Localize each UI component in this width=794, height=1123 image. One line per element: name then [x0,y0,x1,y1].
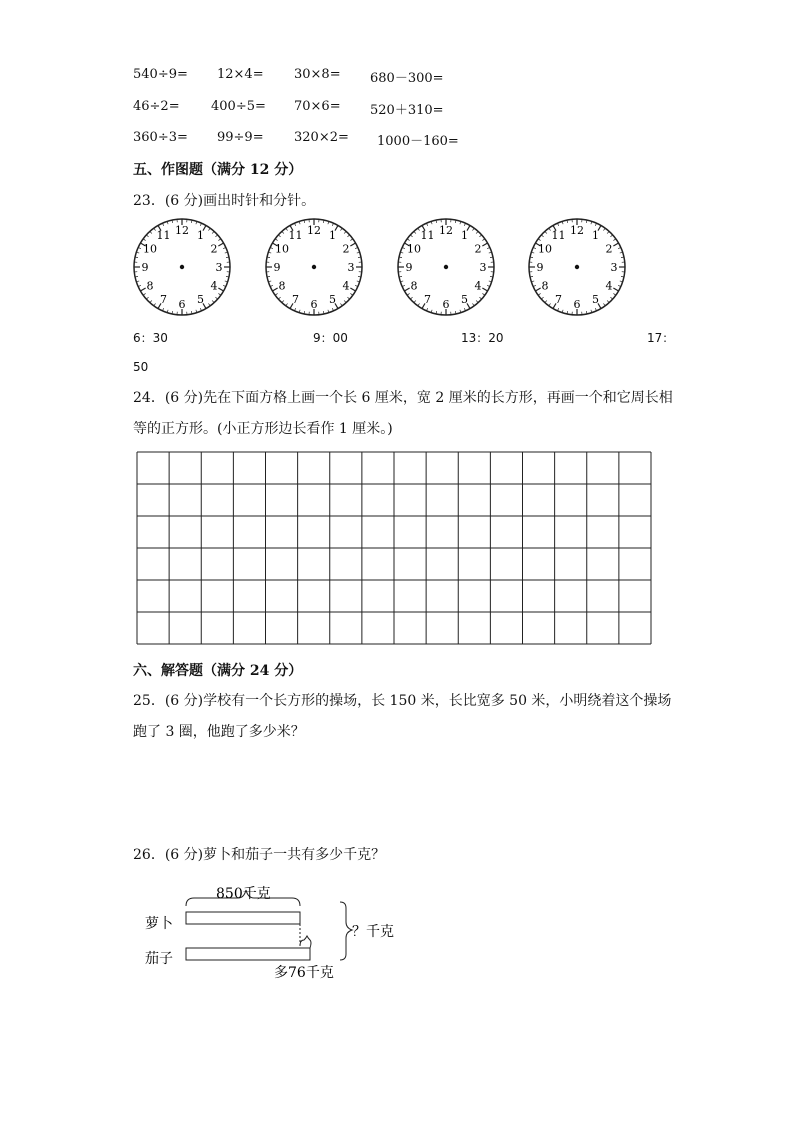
clock-number: 3 [610,261,618,274]
question-26-text: 26．(6 分)萝卜和茄子一共有多少千克？ [133,847,386,863]
clock-number: 2 [474,242,482,256]
clock-number: 12 [307,224,321,237]
eggplant-bar [186,948,310,960]
clock-face-3[interactable] [398,219,494,315]
calc-1-4: 680－300= [370,71,444,86]
clock-number: 8 [541,279,549,293]
clock-number: 11 [156,228,171,242]
clock-number: 10 [406,242,421,256]
clock-number: 2 [210,242,218,256]
calc-3-4: 1000－160= [377,134,459,149]
calc-2-1: 46÷2= [133,99,180,114]
clock-number: 9 [141,261,149,274]
clock-number: 4 [342,279,350,293]
clock-number: 3 [479,261,487,274]
clock-number: 1 [329,228,336,242]
clock-number: 10 [274,242,289,256]
clock-number: 9 [536,261,544,274]
clock-number: 12 [570,224,584,237]
clock-number: 12 [175,224,189,237]
clock-number: 8 [146,279,154,293]
clock-number: 5 [197,293,204,307]
time-4-continued: 50 [133,360,149,374]
clock-number: 4 [474,279,482,293]
clock-number: 6 [573,298,581,311]
clock-number: 2 [342,242,350,256]
clock-number: 7 [160,293,167,307]
clock-face-1[interactable] [134,219,230,315]
calc-3-1: 360÷3= [133,130,188,145]
clock-number: 9 [273,261,281,274]
calc-2-4: 520＋310= [370,103,444,118]
clock-number: 9 [405,261,413,274]
clock-number: 7 [424,293,431,307]
calc-3-3: 320×2= [294,130,349,145]
calc-2-3: 70×6= [294,99,341,114]
clock-number: 11 [551,228,566,242]
clock-number: 10 [537,242,552,256]
clock-number: 6 [178,298,186,311]
clock-number: 1 [592,228,599,242]
question-25-line-1: 25．(6 分)学校有一个长方形的操场，长 150 米，长比宽多 50 米，小明绕着这个操场 [133,693,672,709]
extra-label: 多76千克 [274,965,334,981]
clock-faces [0,0,794,330]
calc-2-2: 400÷5= [211,99,266,114]
calc-1-3: 30×8= [294,67,341,82]
clock-number: 4 [210,279,218,293]
question-23-text: 23．(6 分)画出时针和分针。 [133,193,316,209]
question-25-line-2: 跑了 3 圈，他跑了多少米？ [133,724,305,740]
clock-number: 8 [278,279,286,293]
clock-center-dot [575,265,579,269]
time-3: 13：20 [461,331,504,345]
calc-3-2: 99÷9= [217,130,264,145]
clock-center-dot [444,265,448,269]
clock-face-4[interactable] [529,219,625,315]
drawing-grid[interactable] [136,451,652,645]
radish-label: 萝卜 [145,916,173,932]
time-4: 17： [647,331,675,345]
clock-number: 1 [461,228,468,242]
extra-brace [300,936,311,948]
radish-bar [186,912,300,924]
clock-number: 11 [420,228,435,242]
time-1: 6：30 [133,331,168,345]
clock-number: 4 [605,279,613,293]
clock-number: 5 [592,293,599,307]
top-label: 850千克 [216,886,271,902]
clock-number: 2 [605,242,613,256]
clock-number: 12 [439,224,453,237]
clock-number: 10 [142,242,157,256]
clock-number: 7 [555,293,562,307]
clock-number: 8 [410,279,418,293]
clock-number: 1 [197,228,204,242]
total-brace [340,902,352,960]
eggplant-label: 茄子 [145,951,173,967]
clock-center-dot [312,265,316,269]
clock-number: 5 [329,293,336,307]
section-5-title: 五、作图题（满分 12 分） [133,162,303,178]
clock-number: 6 [310,298,318,311]
question-24-line-2: 等的正方形。(小正方形边长看作 1 厘米。) [133,421,393,437]
calc-1-2: 12×4= [217,67,264,82]
clock-number: 3 [215,261,223,274]
clock-center-dot [180,265,184,269]
calc-1-1: 540÷9= [133,67,188,82]
clock-number: 6 [442,298,450,311]
section-6-title: 六、解答题（满分 24 分） [133,663,303,679]
clock-number: 7 [292,293,299,307]
clock-number: 11 [288,228,303,242]
total-label: ？千克 [352,924,394,940]
clock-face-2[interactable] [266,219,362,315]
bar-diagram [130,876,420,988]
clock-number: 3 [347,261,355,274]
question-24-line-1: 24．(6 分)先在下面方格上画一个长 6 厘米，宽 2 厘米的长方形，再画一个和它周长相 [133,390,673,406]
clock-number: 5 [461,293,468,307]
time-2: 9：00 [313,331,348,345]
